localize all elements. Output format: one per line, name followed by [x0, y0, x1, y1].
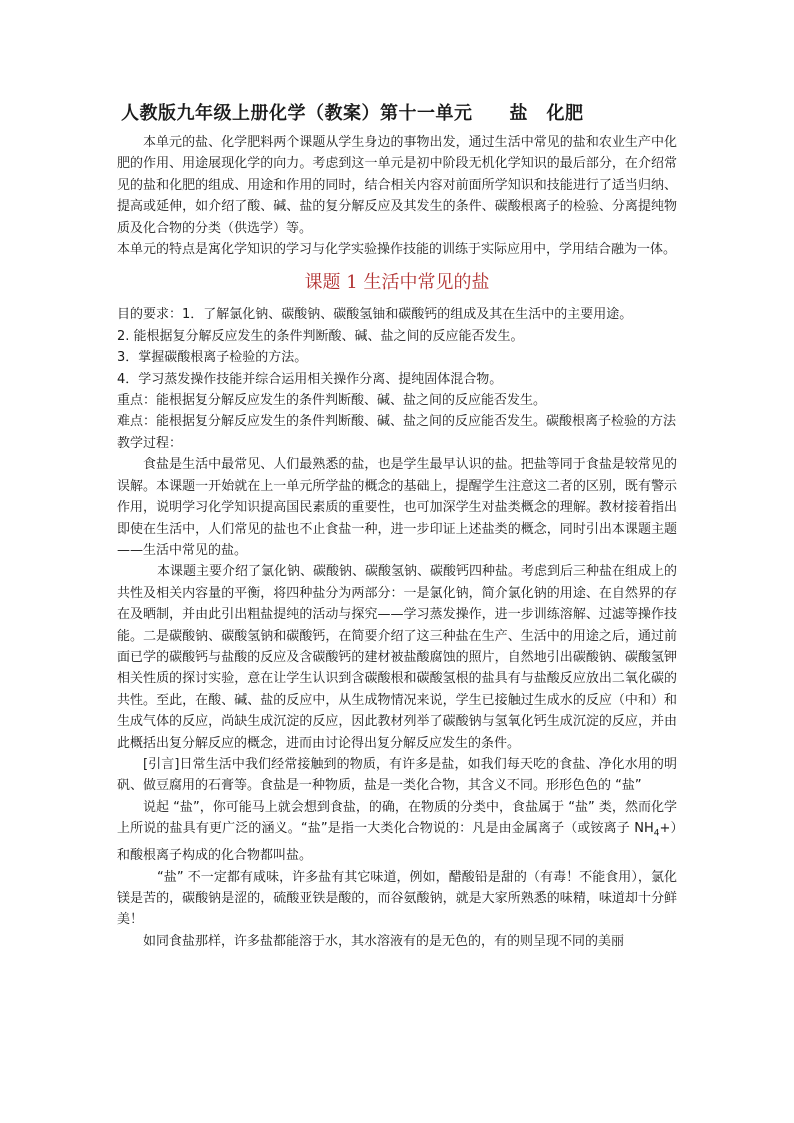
body-paragraph: “盐” 不一定都有咸味，许多盐有其它味道，例如，醋酸铅是甜的（有毒！不能食用），氯化镁是苦的，碳酸钠是涩的，硫酸亚铁是酸的，而谷氨酸钠，就是大家所熟悉的味精，味道却十分鲜美！ — [117, 869, 677, 928]
objective-line: 4．学习蒸发操作技能并综合运用相关操作分离、提纯固体混合物。 — [117, 371, 503, 387]
document-page — [117, 100, 677, 952]
body-paragraph: 本课题主要介绍了氯化钠、碳酸钠、碳酸氢钠、碳酸钙四种盐。考虑到后三种盐在组成上的共性及相关内容量的平衡，将四种盐分为两部分：一是氯化钠，简介氯化钠的用途、在自然界的存在及晒制，并由此引出粗盐提纯的活动与探究——学习蒸发操作，进一步训练溶解、过滤等操作技能。二是碳酸钠、碳酸氢钠和碳酸钙，在简要介绍了这三种盐在生产、生活中的用途之后，通过前面已学的碳酸钙与盐酸的反应及含碳酸钙的建材被盐酸腐蚀的照片，自然地引出碳酸钠、碳酸氢钾相关性质的探讨实验，意在让学生认识到含碳酸根和碳酸氢根的盐具有与盐酸反应放出二氧化碳的共性。至此，在酸、碱、盐的反应中，从生成物情况来说，学生已接触过生成水的反应（中和）和生成气体的反应，尚缺生成沉淀的反应，因此教材列举了碳酸钠与氢氧化钙生成沉淀的反应，并由此概括出复分解反应的概念，进而由讨论得出复分解反应发生的条件。 — [117, 564, 678, 751]
key-point: 重点：能根据复分解反应发生的条件判断酸、碱、盐之间的反应能否发生。 — [117, 393, 547, 409]
intro-paragraph: 本单元的盐、化学肥料两个课题从学生身边的事物出发，通过生活中常见的盐和农业生产中化肥的作用、用途展现化学的向力。考虑到这一单元是初中阶段无机化学知识的最后部分，在介绍常见的盐和化肥的组成、用途和作用的同时，结合相关内容对前面所学知识和技能进行了适当归纳、提高或延伸，如介绍了酸、碱、盐的复分解反应及其发生的条件、碳酸根离子的检验、分离提纯物质及化合物的分类（供选学）等。 — [117, 135, 677, 236]
objective-line: 3．掌握碳酸根离子检验的方法。 — [117, 350, 308, 366]
body-paragraph: [引言]日常生活中我们经常接触到的物质，有许多是盐，如我们每天吃的食盐、净化水用的明矾、做豆腐用的石膏等。食盐是一种物质，盐是一类化合物，其含义不同。形形色色的 “盐” — [117, 756, 677, 794]
paragraph-text: +）和酸根离子构成的化合物都叫盐。 — [117, 821, 677, 864]
body-paragraph: 食盐是生活中最常见、人们最熟悉的盐，也是学生最早认识的盐。把盐等同于食盐是较常见的误解。本课题一开始就在上一单元所学盐的概念的基础上，提醒学生注意这二者的区别，既有警示作用，说明学习化学知识提高国民素质的重要性，也可加深学生对盐类概念的理解。教材接着指出即使在生活中，人们常见的盐也不止食盐一种，进一步印证上述盐类的概念，同时引出本课题主题——生活中常见的盐。 — [117, 457, 677, 558]
objective-line: 2. 能根据复分解反应发生的条件判断酸、碱、盐之间的反应能否发生。 — [117, 328, 524, 344]
lesson-title: 课题 1 生活中常见的盐 — [304, 272, 490, 294]
body-paragraph: 如同食盐那样，许多盐都能溶于水，其水溶液有的是无色的，有的则呈现不同的美丽 — [143, 933, 625, 949]
body-paragraph — [117, 797, 677, 867]
paragraph-text: 说起 “盐”，你可能马上就会想到食盐，的确，在物质的分类中，食盐属于 “盐” 类，然而化学上所说的盐具有更广泛的涵义。“盐”是指一大类化合物说的：凡是由金属离子（或铵离子 NH — [117, 799, 677, 837]
document-title: 人教版九年级上册化学（教案）第十一单元 盐 化肥 — [121, 103, 584, 124]
teaching-process-label: 教学过程： — [117, 435, 183, 451]
difficult-point: 难点：能根据复分解反应发生的条件判断酸、碱、盐之间的反应能否发生。碳酸根离子检验的方法 — [117, 414, 677, 430]
intro-paragraph: 本单元的特点是寓化学知识的学习与化学实验操作技能的训练于实际应用中，学用结合融为一体。 — [117, 242, 677, 258]
objective-line: 目的要求：1．了解氯化钠、碳酸钠、碳酸氢铀和碳酸钙的组成及其在生活中的主要用途。 — [117, 307, 633, 323]
subscript: 4 — [653, 828, 660, 839]
